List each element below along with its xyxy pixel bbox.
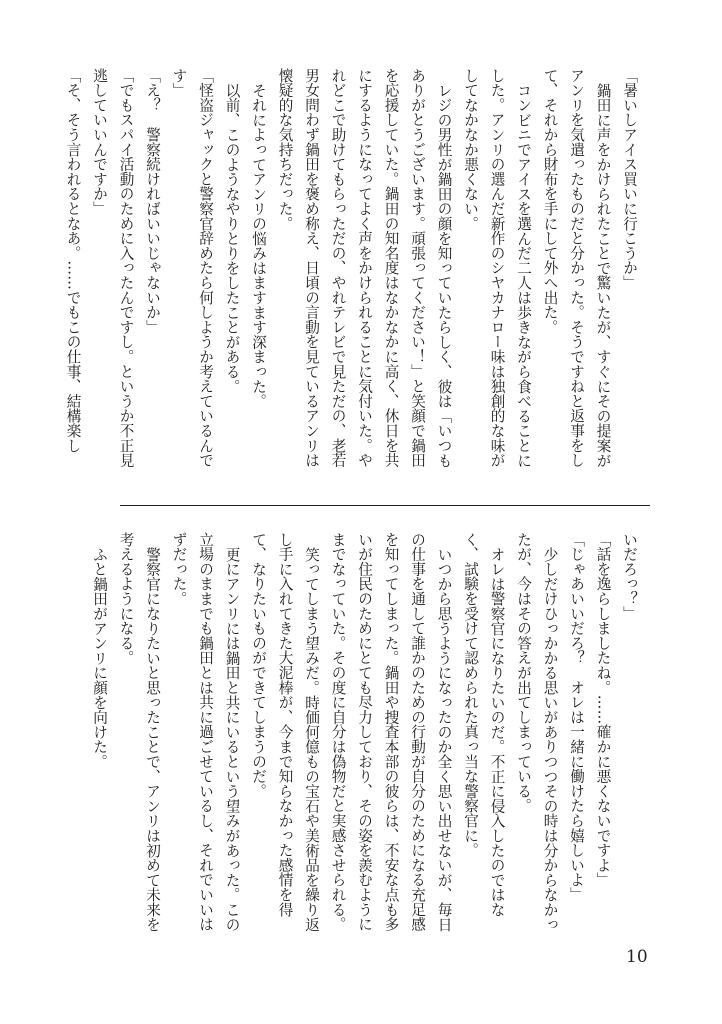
paragraph: いつから思うようになったのか全く思い出せないが、毎日の仕事を通して誰かのための行動が自分のためになる充足感を知ってしまった。鍋田や捜査本部の彼らは、不安な点も多いが住民のためにとても尽力しており、その姿を羨むようにまでなっていた。その度に自分は偽物だと実感させられる。 [329, 532, 453, 932]
dialogue-line: 「でもスパイ活動のために入ったんですし。というか不正見逃していいんですか」 [91, 68, 135, 468]
dialogue-line: 「え？ 警察続ければいいじゃないか」 [144, 68, 161, 335]
paragraph: 少しだけひっかかる思いがありつつその時は分からなかったが、今はその答えが出てしまっている。 [515, 532, 559, 932]
paragraph: ふと鍋田がアンリに顔を向けた。 [91, 546, 108, 769]
dialogue-line: 「じゃあいいだろ？ オレは一緒に働けたら嬉しいよ」 [568, 532, 585, 902]
paragraph: それによってアンリの悩みはますます深まった。 [250, 82, 267, 409]
dialogue-line: いだろっ？」 [621, 532, 638, 621]
paragraph: レジの男性が鍋田の顔を知っていたらしく、彼は「いつもありがとうございます。頑張ってください！」と笑顔で鍋田を応援していた。鍋田の知名度はなかなかに高く、休日を共にするようになってよく声をかけられることに気付いた。やれどこで助けてもらっただの、やれテレビで見ただの、老若男女問わず鍋田を褒め称え、日頃の言動を見ているアンリは懐疑的な気持ちだった。 [276, 68, 453, 468]
section-divider [120, 505, 650, 506]
paragraph: 鍋田に声をかけられたことで驚いたが、すぐにその提案がアンリを気遣ったものだと分かった。そうですねと返事をして、それから財布を手にして外へ出た。 [541, 68, 612, 468]
upper-text-column [64, 68, 642, 476]
paragraph: 笑ってしまう望みだ。時価何億もの宝石や美術品を繰り返し手に入れてきた大泥棒が、今まで知らなかった感情を得て、なりたいものができてしまうのだ。 [250, 532, 320, 932]
dialogue-line: 「話を逸らしましたね。……確かに悪くないですよ」 [594, 532, 612, 888]
dialogue-line: 「怪盗ジャックと警察官辞めたら何しようか考えているんです」 [170, 68, 214, 468]
paragraph: 警察官になりたいと思ったことで、アンリは初めて未来を考えるようになる。 [117, 532, 161, 932]
dialogue-line: 「そ、そう言われるとなあ。……でもこの仕事、結構楽し [64, 68, 82, 453]
paragraph: 更にアンリには鍋田と共にいるという望みがあった。この立場のままでも鍋田とは共に過ごせているし、それでいいはずだった。 [170, 532, 241, 932]
paragraph: コンビニでアイスを選んだ二人は歩きながら食べることにした。アンリの選んだ新作のシヤカナロー味は独創的な味がしてなかなか悪くない。 [462, 68, 532, 468]
paragraph: オレは警察官になりたいのだ。不正に侵入したのではなく、試験を受けて認められた真っ当な警察官に。 [462, 532, 506, 917]
dialogue-line: 「暑いしアイス買いに行こうか」 [621, 68, 638, 290]
page-number: 10 [626, 947, 648, 967]
lower-text-column [91, 532, 642, 932]
paragraph: 以前、このようなやりとりをしたことがある。 [223, 82, 241, 394]
